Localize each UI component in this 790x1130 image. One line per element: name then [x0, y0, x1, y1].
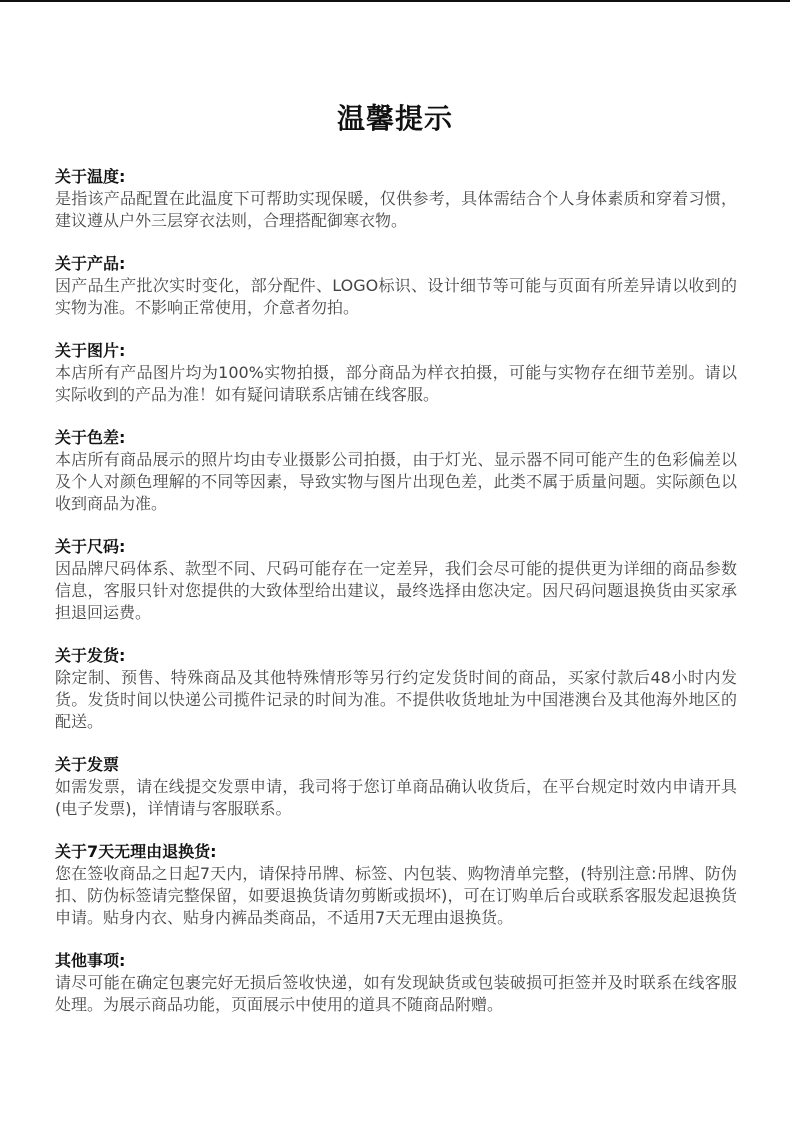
- section-heading: 关于7天无理由退换货:: [55, 842, 217, 861]
- section-body: 本店所有产品图片均为100%实物拍摄，部分商品为样衣拍摄，可能与实物存在细节差别。请以实际收到的产品为准！如有疑问请联系店铺在线客服。: [55, 363, 737, 404]
- section-body: 除定制、预售、特殊商品及其他特殊情形等另行约定发货时间的商品，买家付款后48小时内发货。发货时间以快递公司揽件记录的时间为准。不提供收货地址为中国港澳台及其他海外地区的配送。: [55, 668, 737, 731]
- section-temperature: [55, 166, 737, 232]
- page-title: 温馨提示: [336, 101, 453, 135]
- section-body: 因产品生产批次实时变化，部分配件、LOGO标识、设计细节等可能与页面有所差异请以收到的实物为准。不影响正常使用，介意者勿拍。: [55, 276, 737, 317]
- section-invoice: [55, 754, 737, 820]
- section-body: 如需发票，请在线提交发票申请，我司将于您订单商品确认收货后，在平台规定时效内申请开具(电子发票)，详情请与客服联系。: [55, 777, 737, 818]
- section-other: [55, 950, 737, 1016]
- section-product: [55, 253, 737, 319]
- section-images: [55, 340, 737, 406]
- section-color-difference: [55, 427, 737, 515]
- section-body: 您在签收商品之日起7天内，请保持吊牌、标签、内包装、购物清单完整，(特别注意:吊牌、防伪扣、防伪标签请完整保留，如要退换货请勿剪断或损坏)，可在订购单后台或联系客服发起退换货申请。贴身内衣、贴身内裤品类商品，不适用7天无理由退换货。: [55, 864, 737, 927]
- top-divider: [0, 0, 790, 2]
- section-body: 请尽可能在确定包裹完好无损后签收快递，如有发现缺货或包装破损可拒签并及时联系在线客服处理。为展示商品功能，页面展示中使用的道具不随商品附赠。: [55, 973, 737, 1014]
- section-returns: [55, 841, 737, 929]
- section-body: 因品牌尺码体系、款型不同、尺码可能存在一定差异，我们会尽可能的提供更为详细的商品参数信息，客服只针对您提供的大致体型给出建议，最终选择由您决定。因尺码问题退换货由买家承担退回运费。: [55, 559, 737, 622]
- section-heading: 关于图片:: [55, 341, 126, 360]
- section-heading: 关于发货:: [55, 646, 126, 665]
- section-sizing: [55, 536, 737, 624]
- section-heading: 关于尺码:: [55, 537, 126, 556]
- notice-sections: [55, 166, 737, 1037]
- section-heading: 关于色差:: [55, 428, 126, 447]
- section-body: 是指该产品配置在此温度下可帮助实现保暖，仅供参考，具体需结合个人身体素质和穿着习惯，建议遵从户外三层穿衣法则，合理搭配御寒衣物。: [55, 189, 737, 230]
- section-heading: 关于产品:: [55, 254, 126, 273]
- section-heading: 关于温度:: [55, 167, 126, 186]
- section-shipping: [55, 645, 737, 733]
- section-body: 本店所有商品展示的照片均由专业摄影公司拍摄，由于灯光、显示器不同可能产生的色彩偏差以及个人对颜色理解的不同等因素，导致实物与图片出现色差，此类不属于质量问题。实际颜色以收到商品为准。: [55, 450, 737, 513]
- section-heading: 关于发票: [55, 755, 120, 774]
- section-heading: 其他事项:: [55, 951, 126, 970]
